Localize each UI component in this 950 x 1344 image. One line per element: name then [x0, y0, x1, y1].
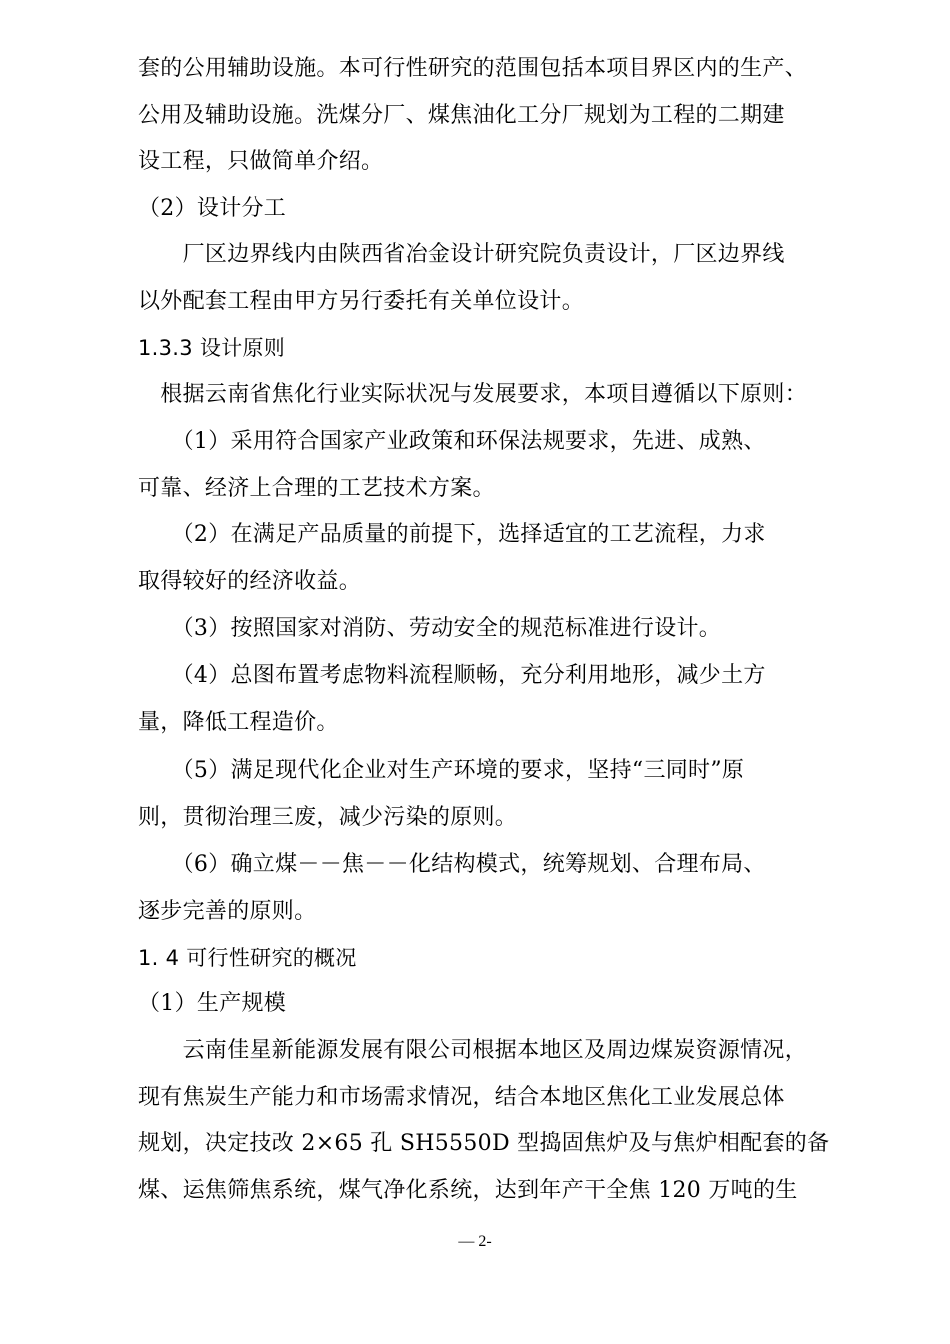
- section-heading: （2）设计分工: [138, 196, 287, 221]
- list-item: （6）确立煤－－焦－－化结构模式，统筹规划、合理布局、: [138, 852, 766, 877]
- paragraph-line: 厂区边界线内由陕西省冶金设计研究院负责设计，厂区边界线: [138, 242, 785, 267]
- paragraph-line: 设工程，只做简单介绍。: [138, 149, 384, 174]
- list-item: （1）采用符合国家产业政策和环保法规要求，先进、成熟、: [138, 429, 766, 454]
- section-heading: 1. 4 可行性研究的概况: [138, 946, 357, 970]
- page-number: — 2-: [458, 1233, 492, 1250]
- paragraph-line: 则，贯彻治理三废，减少污染的原则。: [138, 805, 518, 830]
- section-heading: 1.3.3 设计原则: [138, 336, 286, 360]
- paragraph-line: 云南佳星新能源发展有限公司根据本地区及周边煤炭资源情况，: [138, 1038, 808, 1063]
- list-item: （4）总图布置考虑物料流程顺畅，充分利用地形，减少土方: [138, 663, 766, 688]
- paragraph-line: 现有焦炭生产能力和市场需求情况，结合本地区焦化工业发展总体: [138, 1085, 785, 1110]
- paragraph-line: 套的公用辅助设施。本可行性研究的范围包括本项目界区内的生产、: [138, 56, 808, 81]
- paragraph-line: 公用及辅助设施。洗煤分厂、煤焦油化工分厂规划为工程的二期建: [138, 103, 785, 128]
- list-item: （5）满足现代化企业对生产环境的要求，坚持“三同时”原: [138, 758, 745, 783]
- paragraph-line: 可靠、经济上合理的工艺技术方案。: [138, 476, 495, 501]
- section-heading: （1）生产规模: [138, 991, 287, 1016]
- paragraph-line: 规划，决定技改 2×65 孔 SH5550D 型捣固焦炉及与焦炉相配套的备: [138, 1131, 830, 1156]
- paragraph-line: 取得较好的经济收益。: [138, 569, 362, 594]
- list-item: （2）在满足产品质量的前提下，选择适宜的工艺流程，力求: [138, 522, 766, 547]
- paragraph-line: 以外配套工程由甲方另行委托有关单位设计。: [138, 289, 585, 314]
- paragraph-line: 煤、运焦筛焦系统，煤气净化系统，达到年产干全焦 120 万吨的生: [138, 1178, 798, 1203]
- paragraph-line: 根据云南省焦化行业实际状况与发展要求，本项目遵循以下原则：: [138, 382, 808, 407]
- list-item: （3）按照国家对消防、劳动安全的规范标准进行设计。: [138, 616, 722, 641]
- paragraph-line: 量，降低工程造价。: [138, 710, 339, 735]
- paragraph-line: 逐步完善的原则。: [138, 899, 317, 924]
